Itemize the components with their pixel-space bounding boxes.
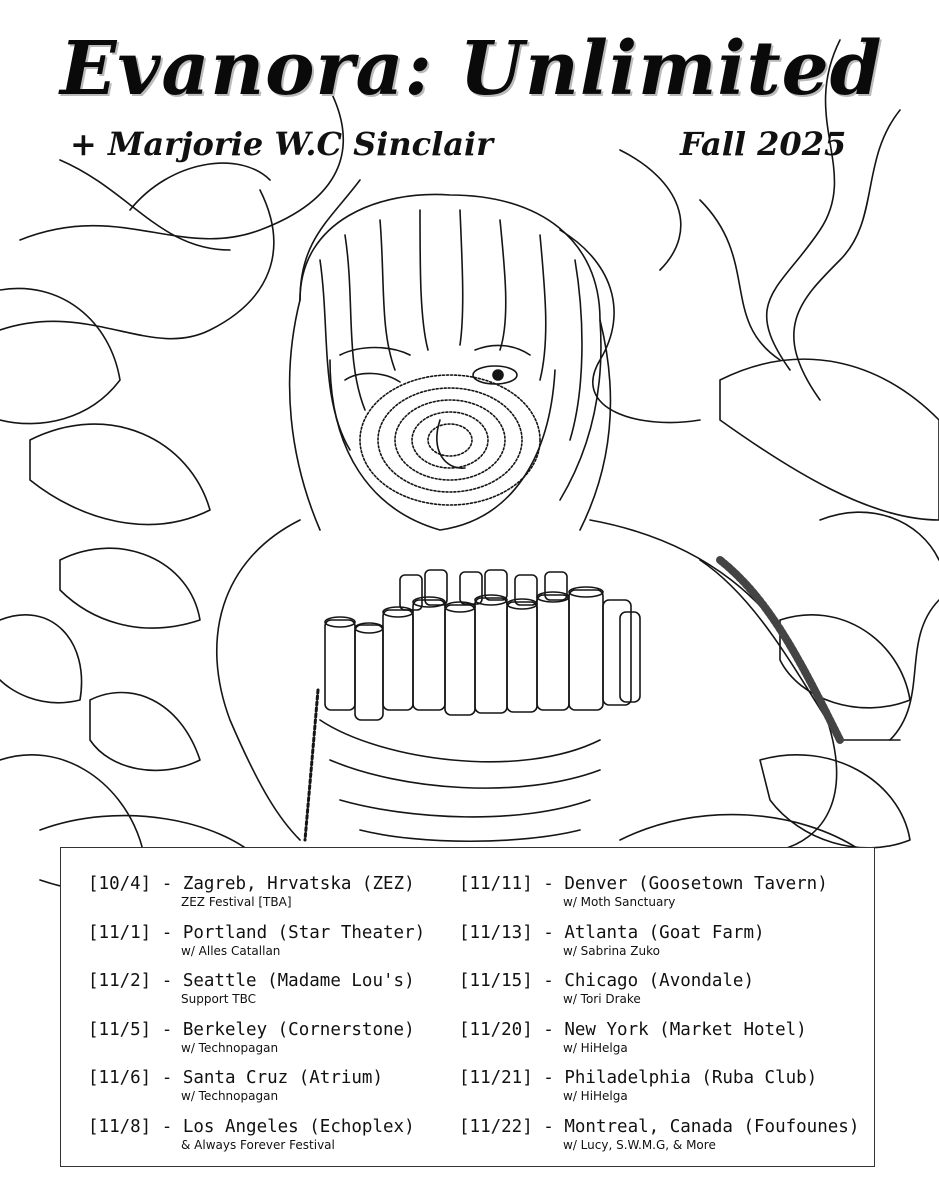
nose [437,420,465,468]
vine [0,190,274,339]
date-venue: [11/1] - Portland (Star Theater) [88,922,426,943]
date-note: w/ Sabrina Zuko [563,943,660,958]
tour-date [459,874,859,923]
cylinder-bundle [325,570,640,720]
tour-dates-right-column [459,874,859,1165]
date-note: w/ HiHelga [563,1089,628,1103]
date-venue: [11/15] - Chicago (Avondale) [459,971,755,991]
hair-side [290,300,320,530]
vine [130,163,270,210]
tour-date [88,971,425,1020]
tour-date [88,1068,425,1117]
torso-line [330,760,600,788]
tour-date [459,1117,859,1166]
vine [620,150,681,270]
tour-dates-left-column [88,874,425,1165]
leaf [0,615,82,703]
hair-strand [345,235,365,410]
hair-strand [570,260,582,440]
date-note: w/ Technopagan [181,1040,279,1055]
date-venue: [11/2] - Seattle (Madame Lou's) [88,971,415,991]
hair-strand [320,260,350,450]
leaf [720,359,939,520]
date-note: w/ HiHelga [563,1040,628,1055]
date-note: & Always Forever Festival [181,1137,335,1152]
date-note: ZEZ Festival [TBA] [181,895,292,909]
torso-line [320,720,600,762]
vine [700,200,780,360]
tour-date [88,1020,425,1069]
vine [890,600,939,740]
date-note: w/ Technopagan [181,1089,279,1103]
torso-line [360,830,580,841]
tour-date [459,923,859,972]
date-venue: [11/13] - Atlanta (Goat Farm) [459,922,765,943]
tour-season: Fall 2025 [680,125,847,163]
date-venue: [11/21] - Philadelphia (Ruba Club) [459,1068,818,1088]
hair-side [580,320,610,530]
hair-strand [500,220,506,350]
date-venue: [10/4] - Zagreb, Hrvatska (ZEZ) [88,874,415,894]
tour-date [88,1117,425,1166]
date-note: w/ Moth Sanctuary [563,895,676,909]
date-venue: [11/20] - New York (Market Hotel) [459,1019,807,1040]
arm [700,560,900,740]
date-note: w/ Alles Catallan [181,943,281,958]
pupil [493,370,503,380]
leaf [0,288,120,423]
date-venue: [11/5] - Berkeley (Cornerstone) [88,1019,415,1040]
date-note: Support TBC [181,992,256,1006]
date-note: w/ Tori Drake [563,992,641,1006]
tour-date [88,874,425,923]
tour-date [459,1068,859,1117]
vine [300,180,360,300]
album-title: Evanora: Unlimited [60,26,883,112]
hair-strand [460,210,463,345]
date-venue: [11/6] - Santa Cruz (Atrium) [88,1068,384,1088]
hair-strand [420,210,428,350]
drip [305,690,318,840]
hair-strand [540,235,546,380]
shoulder [217,520,300,840]
date-venue: [11/11] - Denver (Goosetown Tavern) [459,874,828,894]
support-act: + Marjorie W.C Sinclair [70,125,494,163]
vine [20,90,343,240]
eye-left [345,373,400,382]
brow [340,348,410,356]
tour-date [459,1020,859,1069]
date-venue: [11/8] - Los Angeles (Echoplex) [88,1116,415,1137]
tour-dates-box [60,847,875,1167]
leaf [90,693,200,771]
leaf [30,424,210,524]
tour-date [88,923,425,972]
date-note: w/ Lucy, S.W.M.G, & More [563,1137,716,1152]
leaf [60,548,200,628]
vine [60,160,230,250]
date-venue: [11/22] - Montreal, Canada (Foufounes) [459,1116,860,1137]
tour-date [459,971,859,1020]
brow [475,345,530,355]
leaf [760,755,910,848]
torso-line [340,800,590,817]
